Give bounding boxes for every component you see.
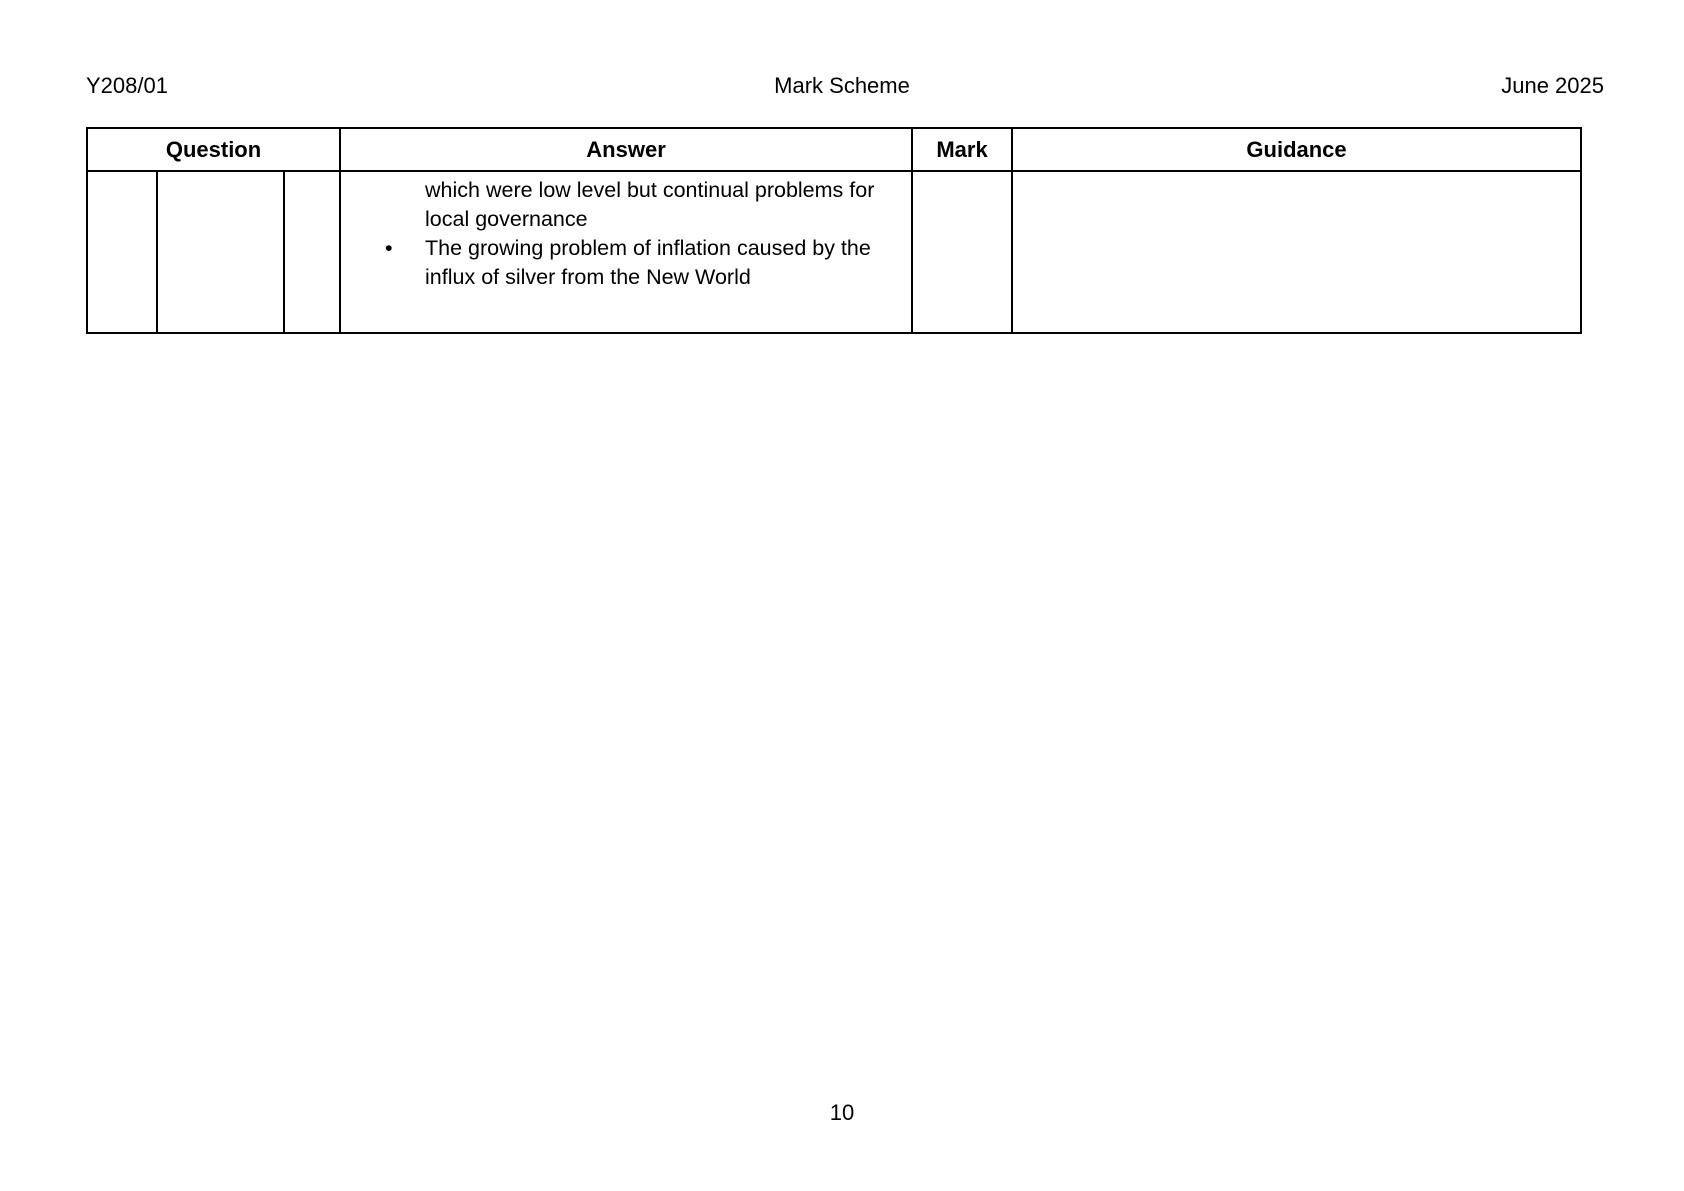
- question-number-cell: [87, 171, 157, 333]
- table-header-row: [87, 128, 1581, 171]
- mark-scheme-table: [86, 127, 1582, 334]
- answer-cell: [340, 171, 912, 333]
- list-item: [385, 234, 891, 292]
- answer-continuation-text: which were low level but continual problems for local governance: [425, 178, 875, 231]
- answer-bullet-text: The growing problem of inflation caused by the influx of silver from the New World: [425, 236, 871, 289]
- guidance-cell: [1012, 171, 1581, 333]
- mark-cell: [912, 171, 1012, 333]
- mark-header: Mark: [912, 128, 1012, 171]
- document-title: Mark Scheme: [774, 73, 910, 98]
- question-part-cell: [157, 171, 284, 333]
- answer-bullet-list: [341, 234, 891, 292]
- bullet-icon: •: [385, 236, 393, 260]
- guidance-header: Guidance: [1012, 128, 1581, 171]
- question-subpart-cell: [284, 171, 340, 333]
- question-header: Question: [87, 128, 340, 171]
- document-date: June 2025: [1501, 73, 1604, 98]
- document-code: Y208/01: [86, 73, 168, 98]
- page-number: 10: [829, 1100, 855, 1125]
- answer-header: Answer: [340, 128, 912, 171]
- table-row: [87, 171, 1581, 333]
